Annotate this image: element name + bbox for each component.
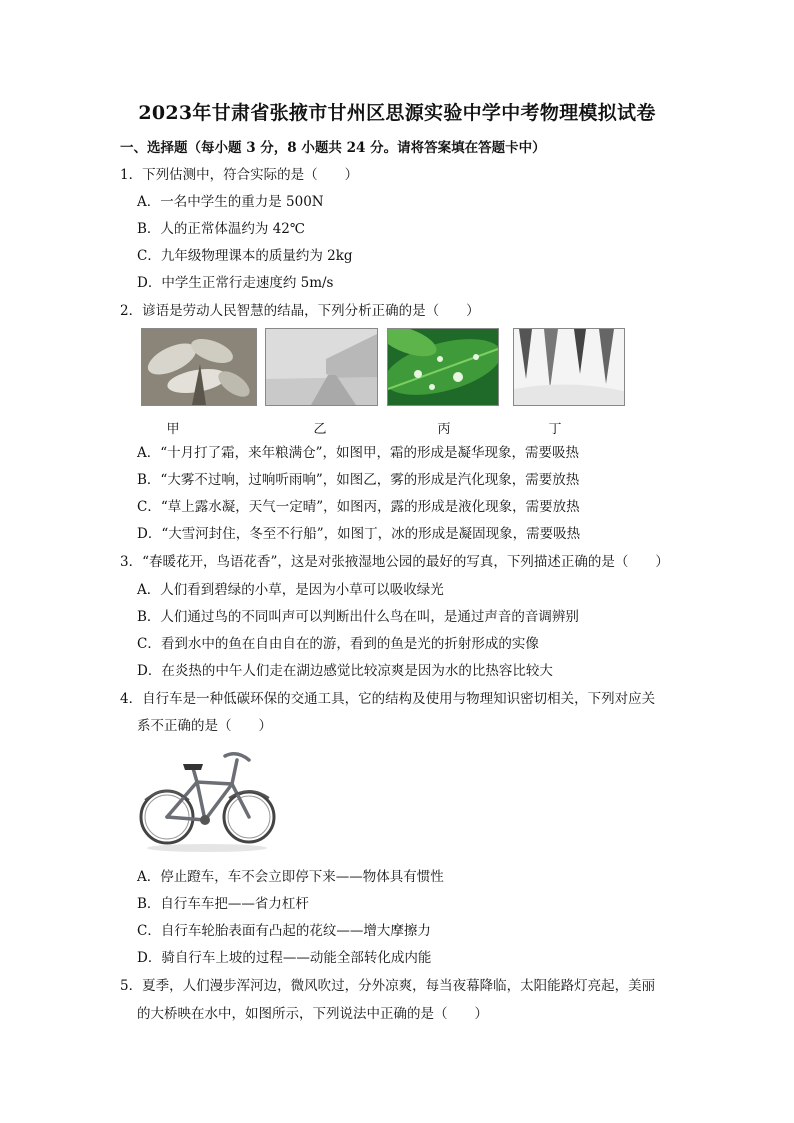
caption-yi: 乙 [313,422,327,437]
q4-option-b: B．自行车车把——省力杠杆 [137,896,309,912]
q3-option-d: D．在炎热的中午人们走在湖边感觉比较凉爽是因为水的比热容比较大 [137,663,553,679]
q5-stem-line2: 的大桥映在水中，如图所示，下列说法中正确的是（ ） [137,1006,488,1022]
q1-option-c: C．九年级物理课本的质量约为 2kg [137,248,353,264]
q4-option-a: A．停止蹬车，车不会立即停下来——物体具有惯性 [137,869,444,885]
q1-option-b: B．人的正常体温约为 42℃ [137,221,305,237]
q3-option-a: A．人们看到碧绿的小草，是因为小草可以吸收绿光 [137,582,444,598]
frozen-river-image [513,328,625,406]
q2-option-c: C．“草上露水凝，天气一定晴”，如图丙，露的形成是液化现象，需要放热 [137,499,580,515]
q4-option-d: D．骑自行车上坡的过程——动能全部转化成内能 [137,950,432,966]
q2-option-b: B．“大雾不过响，过响听雨响”，如图乙，雾的形成是汽化现象，需要放热 [137,472,580,488]
fog-road-image [265,328,378,406]
q4-option-c: C．自行车轮胎表面有凸起的花纹——增大摩擦力 [137,923,431,939]
q2-option-d: D．“大雪河封住，冬至不行船”，如图丁，冰的形成是凝固现象，需要吸热 [137,526,581,542]
q3-option-c: C．看到水中的鱼在自由自在的游，看到的鱼是光的折射形成的实像 [137,636,539,652]
q3-stem: 3．“春暖花开，鸟语花香”，这是对张掖湿地公园的最好的写真，下列描述正确的是（ ） [120,554,669,570]
caption-jia: 甲 [166,422,180,437]
q1-option-d: D．中学生正常行走速度约 5m/s [137,275,334,291]
q2-stem: 2．谚语是劳动人民智慧的结晶，下列分析正确的是（ ） [120,303,480,319]
dew-leaf-image [387,328,499,406]
q1-stem: 1．下列估测中，符合实际的是（ ） [120,167,359,183]
frost-plant-image [141,328,257,406]
caption-bing: 丙 [437,422,451,437]
caption-ding: 丁 [548,422,562,437]
q4-stem-line2: 系不正确的是（ ） [137,718,272,734]
q1-option-a: A．一名中学生的重力是 500N [137,194,324,210]
section-heading: 一、选择题（每小题 3 分，8 小题共 24 分。请将答案填在答题卡中） [120,140,546,156]
q3-option-b: B．人们通过鸟的不同叫声可以判断出什么鸟在叫，是通过声音的音调辨别 [137,609,579,625]
q2-option-a: A．“十月打了霜，来年粮满仓”，如图甲，霜的形成是凝华现象，需要吸热 [137,445,580,461]
q4-stem-line1: 4．自行车是一种低碳环保的交通工具，它的结构及使用与物理知识密切相关，下列对应关 [120,691,656,707]
q5-stem-line1: 5．夏季，人们漫步浑河边，微风吹过，分外凉爽，每当夜幕降临，太阳能路灯亮起，美丽 [120,978,656,994]
bicycle-image [137,742,277,854]
exam-title: 2023年甘肃省张掖市甘州区思源实验中学中考物理模拟试卷 [138,102,656,124]
